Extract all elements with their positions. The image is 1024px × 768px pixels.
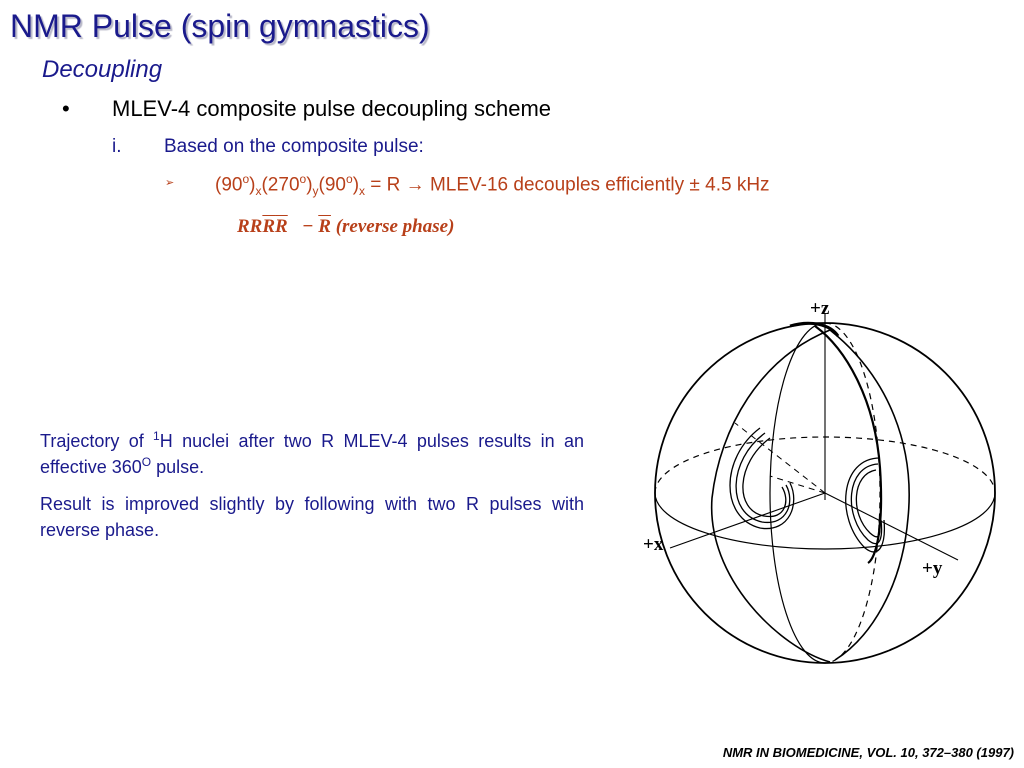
axis-neg-x-line [735, 423, 825, 493]
pulse-equals: = R [365, 174, 406, 196]
pulse-2: (270 [261, 174, 300, 196]
slide-subtitle: Decoupling [42, 56, 163, 83]
axis-neg-y-line [770, 476, 825, 493]
pulse-3-degree: o [346, 172, 353, 186]
numbered-text: Based on the composite pulse: [164, 136, 424, 157]
axis-y-line [825, 493, 958, 560]
pulse-sequence-text [215, 172, 770, 198]
bloch-sphere-diagram [640, 288, 1010, 678]
numbered-marker: i. [112, 136, 122, 157]
right-arrow-icon: → [405, 174, 425, 196]
pulse-3-phase: x [359, 184, 366, 199]
mlev-formula [237, 216, 454, 238]
pulse-2-close: ) [306, 174, 313, 196]
trajectory-loop-left-1 [730, 428, 794, 529]
pulse-3: (90 [318, 174, 346, 196]
axis-label-z: +z [810, 298, 830, 319]
pulse-1-phase: x [255, 184, 262, 199]
arrow-bullet-icon: ➢ [165, 177, 175, 189]
trajectory-loop-left-3 [743, 438, 786, 517]
formula-r-bar-1: $\overline{R}$ [262, 216, 276, 237]
pulse-2-phase: y [312, 184, 319, 199]
formula-rr: RR [237, 216, 263, 237]
bullet-marker: • [62, 96, 70, 121]
pulse-1-close: ) [249, 174, 256, 196]
pulse-2-degree: o [299, 172, 307, 186]
pulse-3-close: ) [352, 174, 360, 196]
trajectory-top-arc [790, 323, 838, 336]
formula-phase: (reverse phase) [335, 216, 455, 237]
para1-part1: Trajectory of [40, 431, 154, 451]
slide-title: NMR Pulse (spin gymnastics) [10, 8, 430, 44]
axis-x-line [670, 493, 825, 548]
para1-isotope: 1 [153, 429, 160, 443]
equator-front [655, 493, 995, 549]
formula-r-bar-2: $\overline{R}$ [275, 216, 288, 237]
formula-minus: − [301, 216, 314, 237]
meridian-front [770, 323, 825, 663]
trajectory-loop-right-3 [856, 470, 879, 537]
result-paragraph: Result is improved slightly by following with two R pulses with reverse phase. [40, 494, 584, 540]
pulse-1-degree: o [242, 172, 250, 186]
pulse-1: (90 [215, 174, 243, 196]
trajectory-loop-right-2 [851, 464, 881, 544]
para1-degree: O [141, 455, 152, 469]
formula-r-bar-3: $\overline{R}$ [318, 216, 331, 237]
trajectory-great-circle-2 [830, 330, 909, 660]
trajectory-paragraph [40, 428, 584, 480]
citation: NMR IN BIOMEDICINE, VOL. 10, 372–380 (1997) [722, 745, 1014, 760]
para1-part2: H nuclei after two R MLEV-4 pulses results in an effective 360 [40, 431, 584, 477]
axis-label-y: +y [922, 558, 943, 579]
pulse-result: MLEV-16 decouples efficiently ± 4.5 kHz [424, 174, 770, 196]
bullet-text: MLEV-4 composite pulse decoupling scheme [112, 96, 552, 121]
para1-part3: pulse. [151, 457, 205, 477]
trajectory-great-circle-1 [712, 330, 830, 662]
axis-label-x: +x [643, 534, 664, 555]
